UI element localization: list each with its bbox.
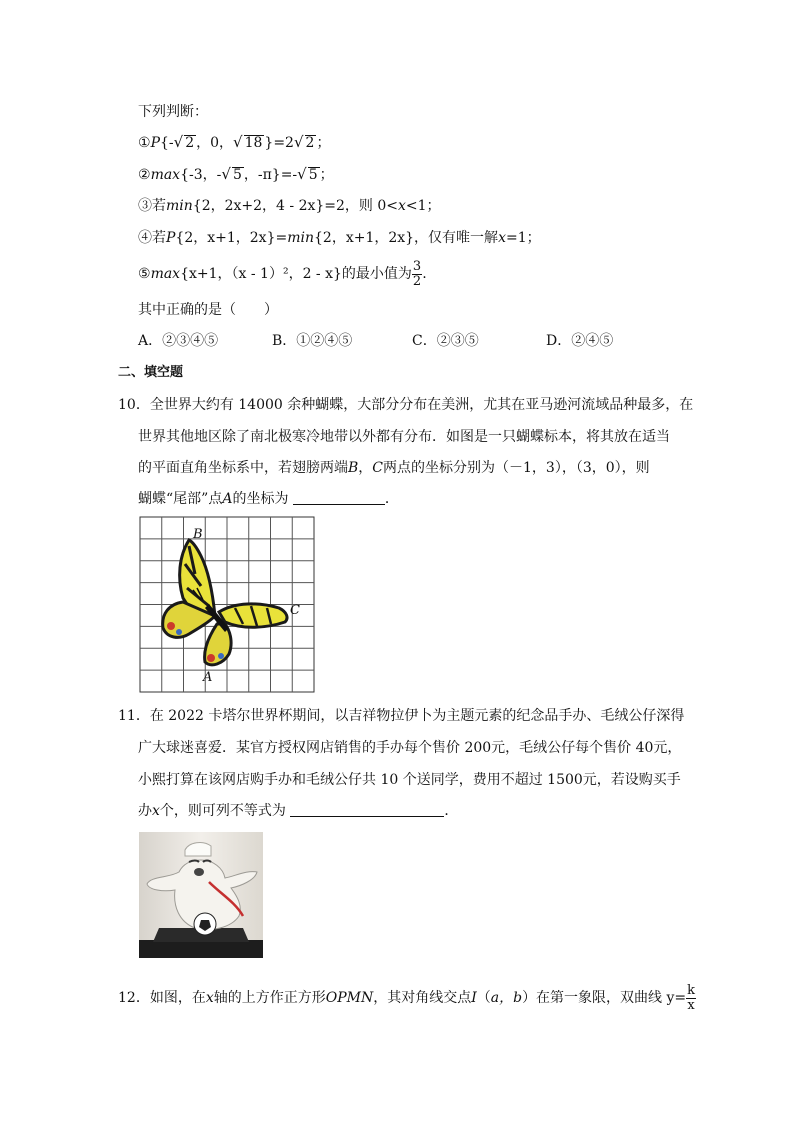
option-d[interactable]: D．②④⑤ [546, 333, 614, 349]
q11-line-3: 小熙打算在该网店购手办和毛绒公仔共 10 个送同学，费用不超过 1500元，若设购买手 [138, 772, 681, 788]
fraction-three-halves: $\frac{3}{2}$ [412, 258, 422, 289]
q11-line-4: 办x个，则可列不等式为 ． [138, 803, 459, 819]
statement-1: ①P{-√ 2 ，0，√ 18 }=2√ 2 ； [138, 133, 331, 151]
question-stem: 其中正确的是（ ） [138, 302, 278, 318]
section-title: 二、填空题 [118, 365, 184, 380]
fraction-k-over-x: $\frac{k}{x}$ [687, 982, 696, 1013]
q11-line-1: 11．在 2022 卡塔尔世界杯期间，以吉祥物拉伊卜为主题元素的纪念品手办、毛绒公仔深得 [118, 708, 685, 724]
q12-line-1: 12．如图，在x轴的上方作正方形OPMN，其对角线交点I（a，b）在第一象限，双曲线 y= $\frac{k}{x}$ [118, 982, 696, 1013]
statement-2: ②max{-3，-√ 5 ，-π}=-√ 5 ； [138, 165, 334, 183]
point-a-label: A [203, 670, 213, 685]
answer-blank-q10[interactable] [293, 490, 385, 505]
point-b-label: B [193, 527, 203, 542]
point-c-label: C [290, 603, 300, 618]
statement-3: ③若min{2，2x+2，4 - 2x}=2，则 0<x<1； [138, 198, 441, 214]
option-b[interactable]: B．①②④⑤ [272, 333, 353, 349]
q10-line-3: 的平面直角坐标系中，若翅膀两端B，C两点的坐标分别为（－1，3），（3，0），则 [138, 460, 650, 476]
statement-5: ⑤max{x+1，（x - 1）²，2 - x}的最小值为 $\frac{3}{2}$ . [138, 258, 427, 289]
q11-line-2: 广大球迷喜爱．某官方授权网店销售的手办每个售价 200元，毛绒公仔每个售价 40元， [138, 740, 682, 756]
butterfly-grid-figure [139, 516, 315, 694]
intro-text: 下列判断： [138, 104, 208, 120]
option-c[interactable]: C．②③⑤ [412, 333, 479, 349]
option-a[interactable]: A．②③④⑤ [138, 333, 219, 349]
q10-line-2: 世界其他地区除了南北极寒冷地带以外都有分布．如图是一只蝴蝶标本，将其放在适当 [138, 429, 670, 445]
q10-line-1: 10．全世界大约有 14000 余种蝴蝶，大部分分布在美洲，尤其在亚马逊河流域品种最多，在 [118, 397, 694, 413]
answer-blank-q11[interactable] [290, 802, 444, 817]
statement-4: ④若P{2，x+1，2x}=min{2，x+1，2x}，仅有唯一解x=1； [138, 230, 541, 246]
q10-line-4: 蝴蝶“尾部”点A的坐标为 ． [138, 491, 399, 507]
butterfly-image [163, 540, 287, 665]
mascot-photo [139, 832, 263, 958]
grid-lines [140, 517, 314, 692]
